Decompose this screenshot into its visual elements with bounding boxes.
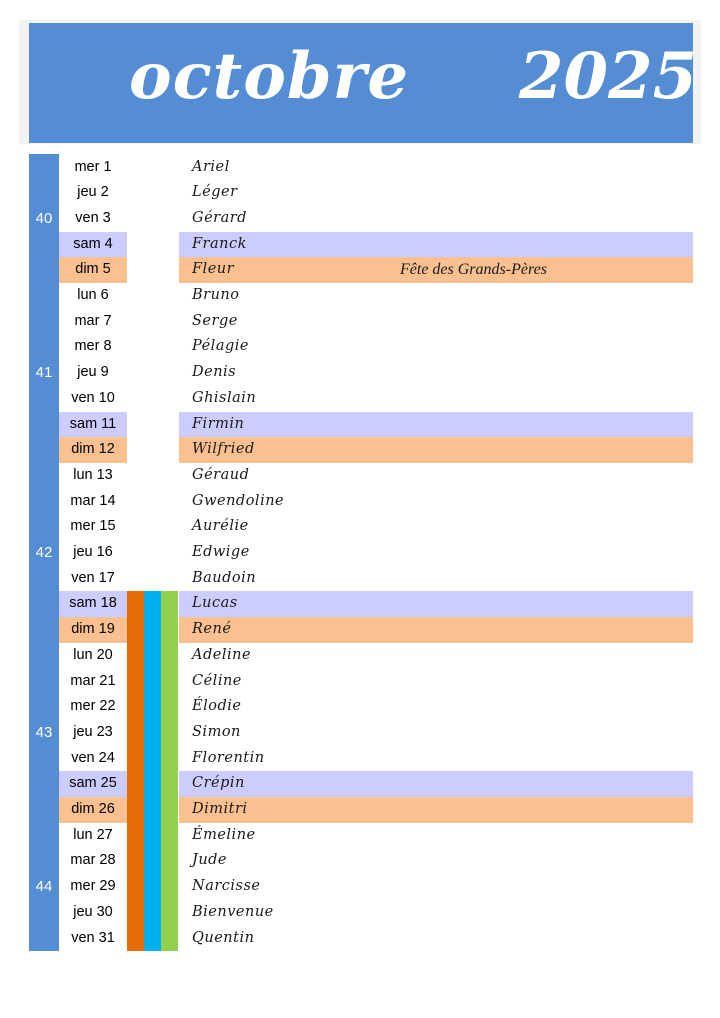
saint-name: Bruno: [192, 287, 240, 303]
saint-name: Crépin: [192, 775, 245, 792]
saint-name: Denis: [192, 364, 237, 381]
day-label: lun 6: [77, 287, 109, 303]
day-label: jeu 30: [73, 903, 113, 920]
sunday-name-band: [179, 437, 693, 463]
saint-name: Narcisse: [192, 878, 261, 895]
day-label: ven 3: [75, 209, 111, 226]
year-title: 2025: [519, 39, 698, 114]
saint-name: Élodie: [192, 698, 242, 715]
day-label: dim 19: [71, 621, 115, 638]
week-number: 41: [35, 364, 53, 382]
day-label: dim 5: [75, 261, 111, 278]
saint-name: Adeline: [192, 646, 252, 663]
saint-name: Gérard: [192, 209, 247, 226]
day-label: sam 11: [69, 415, 117, 432]
saint-name: Franck: [192, 235, 247, 252]
day-label: mer 1: [74, 158, 112, 175]
day-label: sam 18: [69, 595, 117, 612]
day-label: jeu 9: [77, 364, 109, 381]
day-label: mar 14: [70, 492, 116, 509]
saint-name: Géraud: [192, 466, 250, 483]
day-label: ven 17: [71, 569, 115, 586]
saturday-name-band: [179, 412, 693, 438]
calendar-header: [29, 23, 698, 143]
day-label: dim 12: [71, 441, 115, 458]
saint-name: Serge: [192, 312, 238, 329]
month-title: octobre: [129, 39, 410, 114]
saint-name: Ghislain: [192, 389, 257, 406]
saint-name: Léger: [192, 184, 238, 201]
week-number: 44: [35, 878, 53, 896]
saint-name: Baudoin: [192, 569, 257, 586]
saturday-name-band: [179, 232, 693, 258]
saint-name: Aurélie: [192, 518, 249, 535]
saint-name: Bienvenue: [192, 903, 274, 920]
week-number: 42: [35, 544, 53, 561]
saint-name: Simon: [192, 723, 241, 740]
saint-name: Pélagie: [192, 338, 249, 355]
sunday-name-band: [179, 617, 693, 643]
week-number: 43: [35, 723, 53, 741]
day-label: sam 25: [69, 775, 117, 792]
saint-name: René: [192, 621, 232, 638]
day-label: lun 27: [73, 826, 113, 843]
day-label: ven 31: [71, 929, 115, 946]
day-label: jeu 2: [77, 184, 109, 201]
week-number: 40: [35, 209, 53, 227]
vacation-zone-b-bar: [144, 591, 161, 951]
day-label: jeu 23: [73, 723, 113, 740]
day-label: lun 20: [73, 646, 113, 663]
saint-name: Fleur: [192, 261, 235, 278]
day-label: mer 29: [70, 878, 116, 895]
saint-name: Gwendoline: [192, 492, 285, 509]
saturday-name-band: [179, 771, 693, 797]
day-label: ven 24: [71, 749, 115, 766]
event-label: Fête des Grands-Pères: [400, 261, 547, 279]
saint-name: Firmin: [192, 415, 245, 432]
day-label: lun 13: [73, 466, 113, 483]
day-label: mer 15: [70, 518, 116, 535]
saint-name: Lucas: [192, 595, 238, 612]
saint-name: Florentin: [192, 749, 265, 766]
day-label: dim 26: [71, 801, 115, 817]
day-label: mar 7: [74, 312, 112, 329]
day-label: mar 21: [70, 672, 116, 689]
saint-name: Émeline: [192, 826, 256, 843]
saturday-name-band: [179, 591, 693, 617]
saint-name: Wilfried: [192, 441, 255, 458]
vacation-zone-c-bar: [161, 591, 178, 951]
day-label: mer 8: [74, 338, 112, 355]
day-label: jeu 16: [73, 544, 113, 560]
saint-name: Ariel: [192, 158, 230, 175]
saint-name: Dimitri: [192, 801, 248, 817]
day-label: mar 28: [70, 852, 116, 869]
saint-name: Céline: [192, 672, 242, 689]
vacation-zone-a-bar: [127, 591, 144, 951]
saint-name: Jude: [192, 852, 228, 869]
day-label: sam 4: [73, 235, 113, 252]
day-label: mer 22: [70, 698, 116, 715]
sunday-name-band: [179, 797, 693, 823]
saint-name: Quentin: [192, 929, 255, 946]
saint-name: Edwige: [192, 544, 250, 560]
day-label: ven 10: [71, 389, 115, 406]
